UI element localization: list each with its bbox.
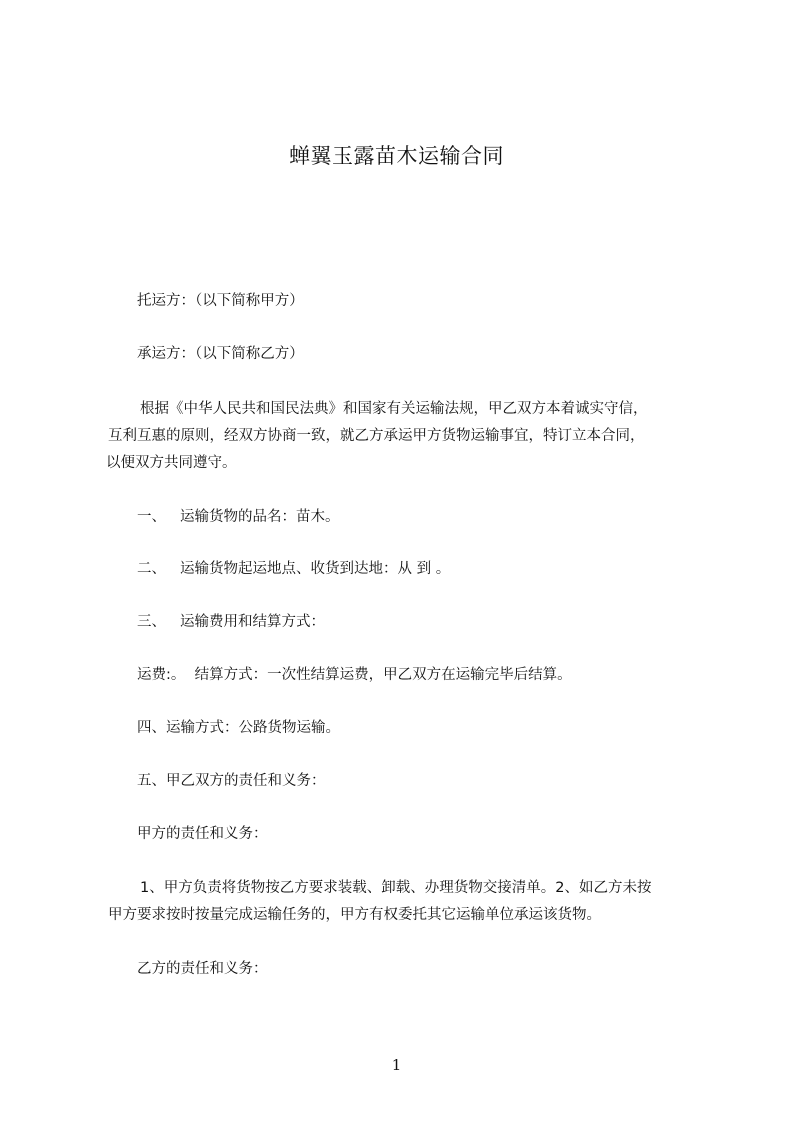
clause-2-number: 二、 xyxy=(137,561,166,577)
party-a-duties-line-1: 1、甲方负责将货物按乙方要求装载、卸载、办理货物交接清单。2、如乙方未按 xyxy=(140,880,652,896)
clause-5: 五、甲乙双方的责任和义务： xyxy=(137,773,326,789)
preamble-line-2: 互利互惠的原则，经双方协商一致，就乙方承运甲方货物运输事宜，特订立本合同， xyxy=(108,428,645,444)
preamble-line-3: 以便双方共同遵守。 xyxy=(106,455,237,471)
party-a-heading: 甲方的责任和义务： xyxy=(137,826,268,842)
page-number: 1 xyxy=(391,1056,402,1074)
clause-1-number: 一、 xyxy=(137,509,166,525)
shipper-line: 托运方：（以下简称甲方） xyxy=(137,293,304,309)
clause-3-text: 运输费用和结算方式： xyxy=(180,614,325,630)
clause-3-number: 三、 xyxy=(137,614,166,630)
fee-line: 运费:。 结算方式：一次性结算运费，甲乙双方在运输完毕后结算。 xyxy=(137,667,572,683)
clause-2-text: 运输货物起运地点、收货到达地：从 到 。 xyxy=(180,561,451,577)
party-a-duties-line-2: 甲方要求按时按量完成运输任务的，甲方有权委托其它运输单位承运该货物。 xyxy=(108,907,601,923)
carrier-line: 承运方：（以下简称乙方） xyxy=(137,346,304,362)
clause-4: 四、运输方式：公路货物运输。 xyxy=(137,720,340,736)
document-title: 蝉翼玉露苗木运输合同 xyxy=(289,144,504,168)
preamble-line-1: 根据《中华人民共和国民法典》和国家有关运输法规，甲乙双方本着诚实守信， xyxy=(140,401,648,417)
clause-1 xyxy=(137,506,340,528)
party-b-heading: 乙方的责任和义务： xyxy=(137,961,268,977)
clause-2 xyxy=(137,558,450,580)
clause-1-text: 运输货物的品名：苗木。 xyxy=(180,509,340,525)
clause-3 xyxy=(137,611,325,633)
